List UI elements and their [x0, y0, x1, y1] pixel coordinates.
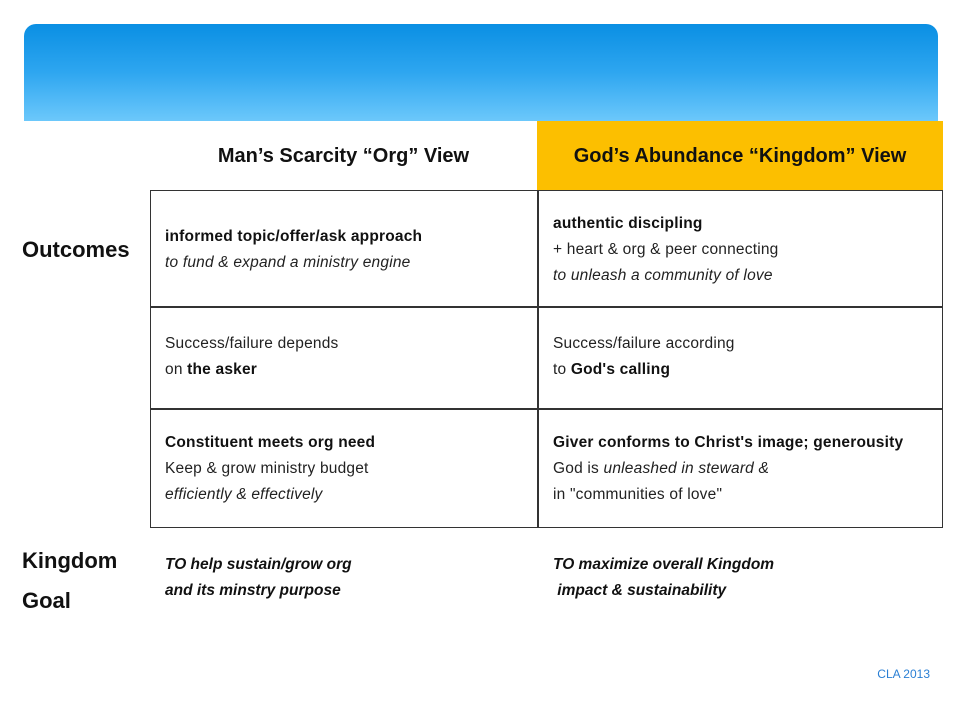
row-label-goal-line1: Kingdom [22, 548, 118, 573]
cell-text-line2 [553, 357, 735, 383]
cell-text: in "communities of love" [553, 486, 723, 503]
column-header-kingdom-view: God’s Abundance “Kingdom” View [537, 121, 943, 191]
row-label-outcomes: Outcomes [22, 237, 130, 262]
cell-text: to fund & expand a ministry engine [165, 254, 411, 271]
footer-credit: CLA 2013 [877, 667, 930, 681]
goal-text: and its minstry purpose [165, 582, 341, 599]
goal-kingdom [553, 552, 774, 604]
cell-text: on [165, 361, 188, 378]
goal-text: TO maximize overall Kingdom [553, 556, 775, 573]
cell-text-emphasis: God's calling [570, 361, 671, 378]
cell-text: efficiently & effectively [165, 486, 323, 503]
cell-success-org [165, 331, 338, 383]
row-label-goal-line2: Goal [22, 588, 71, 613]
cell-text: Keep & grow ministry budget [165, 460, 369, 477]
cell-text: Success/failure according [553, 335, 735, 352]
goal-text: impact & sustainability [553, 582, 727, 599]
cell-giver-kingdom [553, 430, 903, 508]
goal-org [165, 552, 352, 604]
cell-text: authentic discipling [553, 215, 703, 232]
cell-success-kingdom [553, 331, 735, 383]
cell-text: Constituent meets org need [165, 434, 376, 451]
cell-constituent-org [165, 430, 375, 508]
goal-text: TO help sustain/grow org [165, 556, 352, 573]
cell-text-line2 [553, 456, 903, 482]
column-header-org-view: Man’s Scarcity “Org” View [217, 144, 470, 167]
cell-text-emphasis: unleashed in steward & [603, 460, 770, 477]
cell-text-emphasis: the asker [187, 361, 258, 378]
cell-text-line2 [165, 357, 338, 383]
cell-outcomes-kingdom-discipling [553, 211, 779, 289]
title-banner [24, 24, 938, 121]
cell-text: + heart & org & peer connecting [553, 241, 779, 258]
table-column-divider [537, 190, 539, 528]
cell-outcomes-org-approach [165, 224, 422, 276]
cell-text: Success/failure depends [165, 335, 339, 352]
cell-text: God is [553, 460, 604, 477]
table-row-divider [150, 306, 943, 308]
table-row-divider [150, 408, 943, 410]
cell-text: Giver conforms to Christ's image; generousity [553, 434, 904, 451]
cell-text: to unleash a community of love [553, 267, 773, 284]
row-label-kingdom-goal [22, 541, 117, 621]
cell-text: informed topic/offer/ask approach [165, 228, 423, 245]
cell-text: to [553, 361, 571, 378]
